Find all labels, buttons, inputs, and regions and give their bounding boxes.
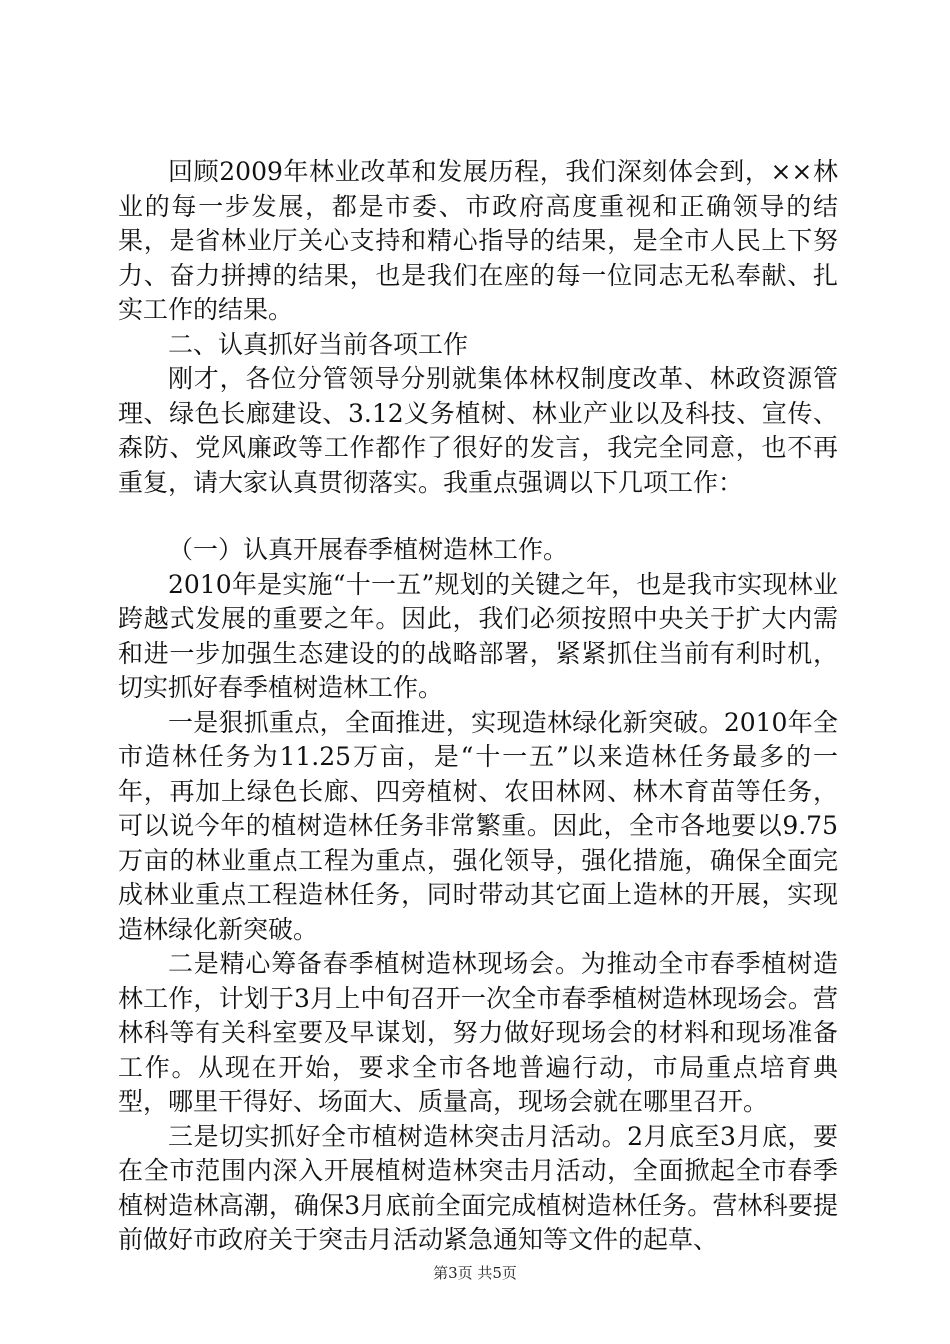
section-heading-current-work: 二、认真抓好当前各项工作 [168, 329, 469, 359]
paragraph-overview: 刚才，各位分管领导分别就集体林权制度改革、林政资源管理、绿色长廊建设、3.12义务植树、林业产业以及科技、宣传、森防、党风廉政等工作都作了很好的发言，我完全同意，也不再重复，请大家认真贯彻落实。我重点强调以下几项工作： [118, 364, 838, 497]
document-body [118, 155, 838, 1258]
paragraph-point-three: 三是切实抓好全市植树造林突击月活动。2月底至3月底，要在全市范围内深入开展植树造林突击月活动，全面掀起全市春季植树造林高潮，确保3月底前全面完成植树造林任务。营林科要提前做好市政府关于突击月活动紧急通知等文件的起草、 [118, 1121, 838, 1254]
paragraph-review: 回顾2009年林业改革和发展历程，我们深刻体会到，××林业的每一步发展，都是市委、市政府高度重视和正确领导的结果，是省林业厅关心支持和精心指导的结果，是全市人民上下努力、奋力拼搏的结果，也是我们在座的每一位同志无私奉献、扎实工作的结果。 [118, 157, 838, 324]
paragraph-point-one: 一是狠抓重点，全面推进，实现造林绿化新突破。2010年全市造林任务为11.25万亩，是“十一五”以来造林任务最多的一年，再加上绿色长廊、四旁植树、农田林网、林木育苗等任务，可以说今年的植树造林任务非常繁重。因此，全市各地要以9.75万亩的林业重点工程为重点，强化领导，强化措施，确保全面完成林业重点工程造林任务，同时带动其它面上造林的开展，实现造林绿化新突破。 [118, 707, 838, 944]
page-footer: 第3页 共5页 [433, 1264, 517, 1282]
paragraph-point-two: 二是精心筹备春季植树造林现场会。为推动全市春季植树造林工作，计划于3月上中旬召开一次全市春季植树造林现场会。营林科等有关科室要及早谋划，努力做好现场会的材料和现场准备工作。从现在开始，要求全市各地普遍行动，市局重点培育典型，哪里干得好、场面大、质量高，现场会就在哪里召开。 [118, 949, 838, 1116]
paragraph-2010-plan: 2010年是实施“十一五”规划的关键之年，也是我市实现林业跨越式发展的重要之年。因此，我们必须按照中央关于扩大内需和进一步加强生态建设的的战略部署，紧紧抓住当前有利时机，切实抓好春季植树造林工作。 [118, 569, 838, 702]
subsection-heading-spring-planting: （一）认真开展春季植树造林工作。 [168, 535, 569, 564]
